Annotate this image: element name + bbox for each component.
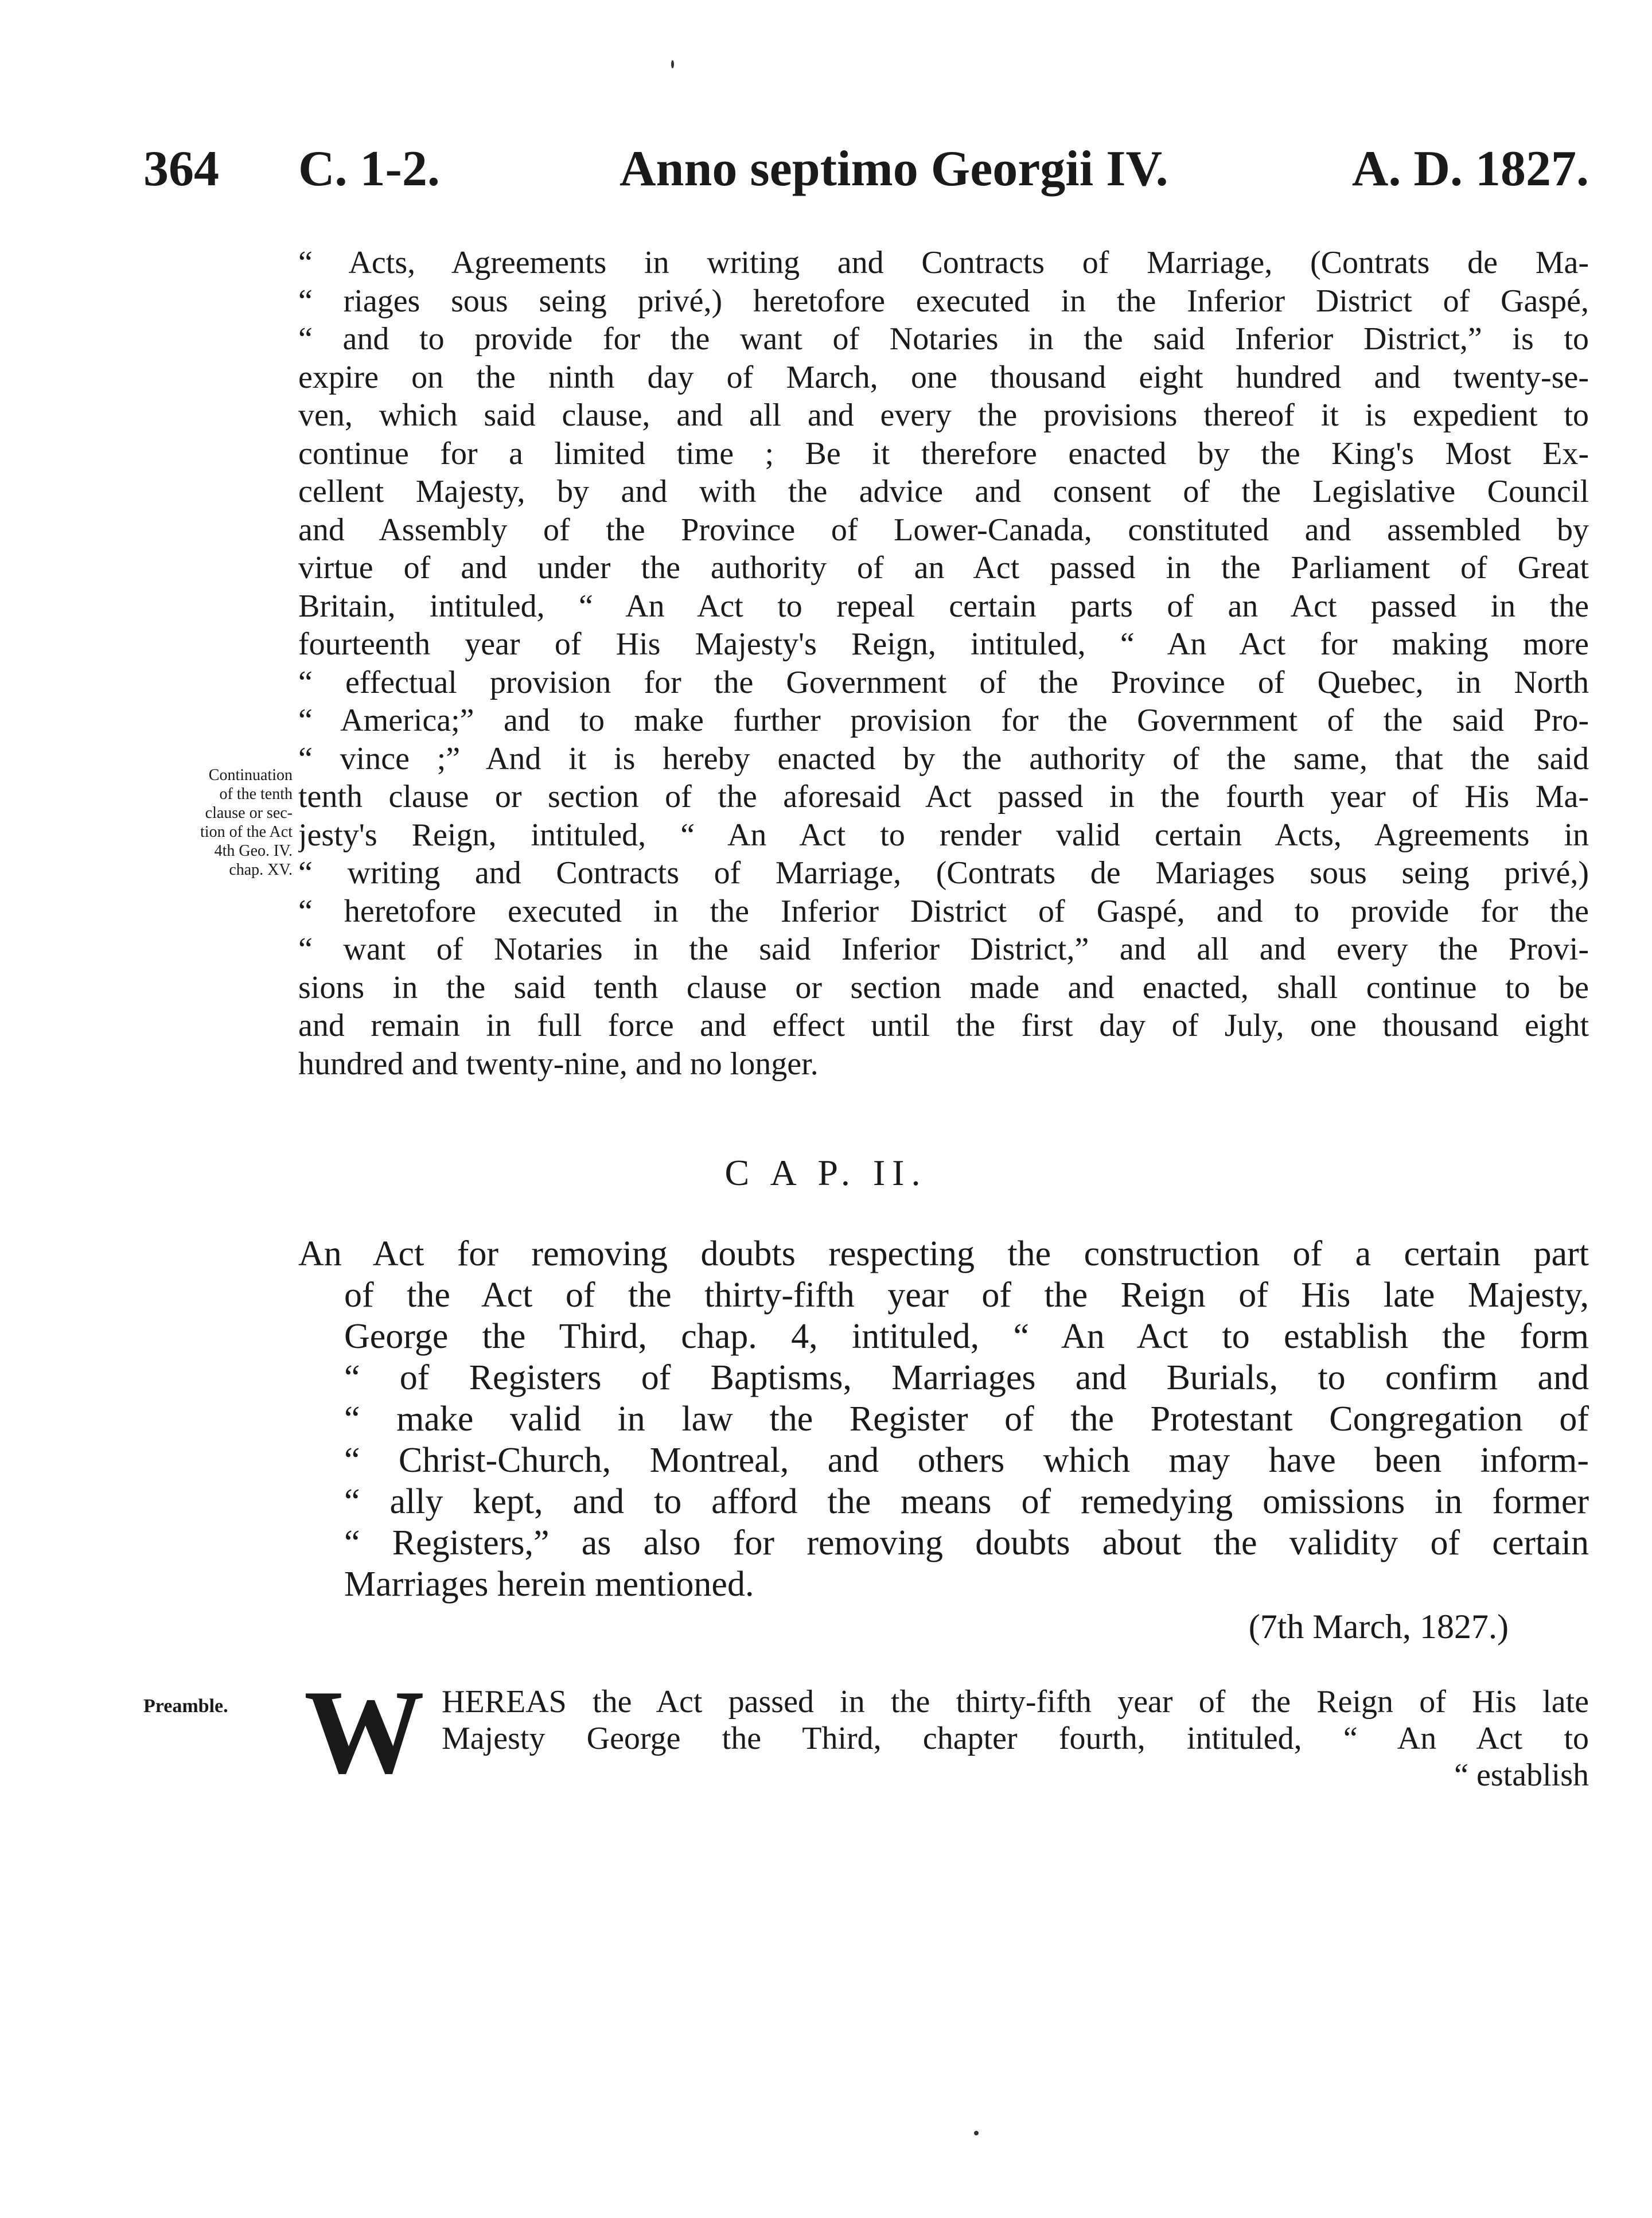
body-text bbox=[298, 244, 1589, 1083]
act-title-line: “ Registers,” as also for removing doubts about the validity of certain bbox=[344, 1523, 1589, 1562]
text-line: sions in the said tenth clause or section made and enacted, shall continue to be bbox=[298, 969, 1589, 1005]
act-title-line: of the Act of the thirty-fifth year of the Reign of His late Majesty, bbox=[344, 1276, 1589, 1315]
text-line: and Assembly of the Province of Lower-Canada, constituted and assembled by bbox=[298, 512, 1589, 548]
chapter-label: C. 1-2. bbox=[298, 141, 440, 197]
act-title-line: George the Third, chap. 4, intituled, “ An Act to establish the form bbox=[344, 1317, 1589, 1356]
text-line: jesty's Reign, intituled, “ An Act to render valid certain Acts, Agreements in bbox=[298, 817, 1589, 853]
act-title-line: “ make valid in law the Register of the Protestant Congregation of bbox=[344, 1400, 1589, 1439]
margin-note-line: chap. XV. bbox=[229, 861, 293, 879]
text-line: cellent Majesty, by and with the advice and consent of the Legislative Council bbox=[298, 474, 1589, 509]
margin-note-line: tion of the Act bbox=[200, 823, 293, 841]
chapter-heading: C A P. II. bbox=[724, 1152, 928, 1193]
running-header bbox=[0, 138, 1652, 201]
act-title-line: Marriages herein mentioned. bbox=[344, 1565, 754, 1604]
act-title-line: “ Christ-Church, Montreal, and others which may have been inform- bbox=[344, 1441, 1589, 1480]
act-title-line: An Act for removing doubts respecting the construction of a certain part bbox=[298, 1234, 1589, 1273]
text-line: hundred and twenty-nine, and no longer. bbox=[298, 1046, 819, 1082]
preamble-text bbox=[304, 1666, 1589, 1799]
margin-note-line: of the tenth bbox=[219, 785, 293, 803]
preamble-line: “ establish bbox=[1454, 1757, 1589, 1793]
text-line: “ want of Notaries in the said Inferior District,” and all and every the Provi- bbox=[298, 931, 1589, 967]
ink-speck bbox=[974, 2131, 979, 2135]
margin-note-line: 4th Geo. IV. bbox=[214, 842, 293, 860]
text-line: expire on the ninth day of March, one thousand eight hundred and twenty-se- bbox=[298, 359, 1589, 395]
text-line: and remain in full force and effect until the first day of July, one thousand eight bbox=[298, 1008, 1589, 1043]
preamble-line: Majesty George the Third, chapter fourth, intituled, “ An Act to bbox=[442, 1721, 1589, 1756]
margin-note-line: Continuation bbox=[208, 766, 293, 784]
text-line: “ vince ;” And it is hereby enacted by the authority of the same, that the said bbox=[298, 740, 1589, 777]
margin-note bbox=[120, 766, 293, 879]
text-line: ven, which said clause, and all and every the provisions thereof it is expedient to bbox=[298, 397, 1589, 433]
act-title-line: “ of Registers of Baptisms, Marriages and Burials, to confirm and bbox=[344, 1358, 1589, 1397]
text-line: continue for a limited time ; Be it therefore enacted by the King's Most Ex- bbox=[298, 435, 1589, 471]
act-title bbox=[298, 1233, 1589, 1605]
text-line: “ riages sous seing privé,) heretofore executed in the Inferior District of Gaspé, bbox=[298, 283, 1589, 319]
ink-speck bbox=[671, 60, 674, 68]
text-line: Britain, intituled, “ An Act to repeal certain parts of an Act passed in the bbox=[298, 588, 1589, 624]
drop-cap: W bbox=[304, 1666, 424, 1799]
text-line: “ writing and Contracts of Marriage, (Contrats de Mariages sous seing privé,) bbox=[298, 855, 1589, 891]
preamble-margin-label: Preamble. bbox=[143, 1695, 228, 1717]
header-year: A. D. 1827. bbox=[1351, 141, 1589, 197]
text-line: fourteenth year of His Majesty's Reign, intituled, “ An Act for making more bbox=[298, 626, 1589, 662]
act-date: (7th March, 1827.) bbox=[1248, 1608, 1509, 1646]
page-number: 364 bbox=[143, 141, 219, 197]
text-line: “ effectual provision for the Government of the Province of Quebec, in North bbox=[298, 664, 1589, 700]
header-title: Anno septimo Georgii IV. bbox=[620, 141, 1168, 197]
preamble-line: HEREAS the Act passed in the thirty-fifth year of the Reign of His late bbox=[442, 1684, 1589, 1720]
margin-note-line: clause or sec- bbox=[205, 804, 293, 822]
text-line: virtue of and under the authority of an Act passed in the Parliament of Great bbox=[298, 550, 1589, 586]
text-line: tenth clause or section of the aforesaid Act passed in the fourth year of His Ma- bbox=[298, 779, 1589, 814]
text-line: “ Acts, Agreements in writing and Contracts of Marriage, (Contrats de Ma- bbox=[298, 245, 1589, 280]
text-line: “ heretofore executed in the Inferior District of Gaspé, and to provide for the bbox=[298, 893, 1589, 929]
text-line: “ America;” and to make further provision for the Government of the said Pro- bbox=[298, 703, 1589, 738]
text-line: “ and to provide for the want of Notaries in the said Inferior District,” is to bbox=[298, 321, 1589, 357]
act-title-line: “ ally kept, and to afford the means of remedying omissions in former bbox=[344, 1482, 1589, 1521]
